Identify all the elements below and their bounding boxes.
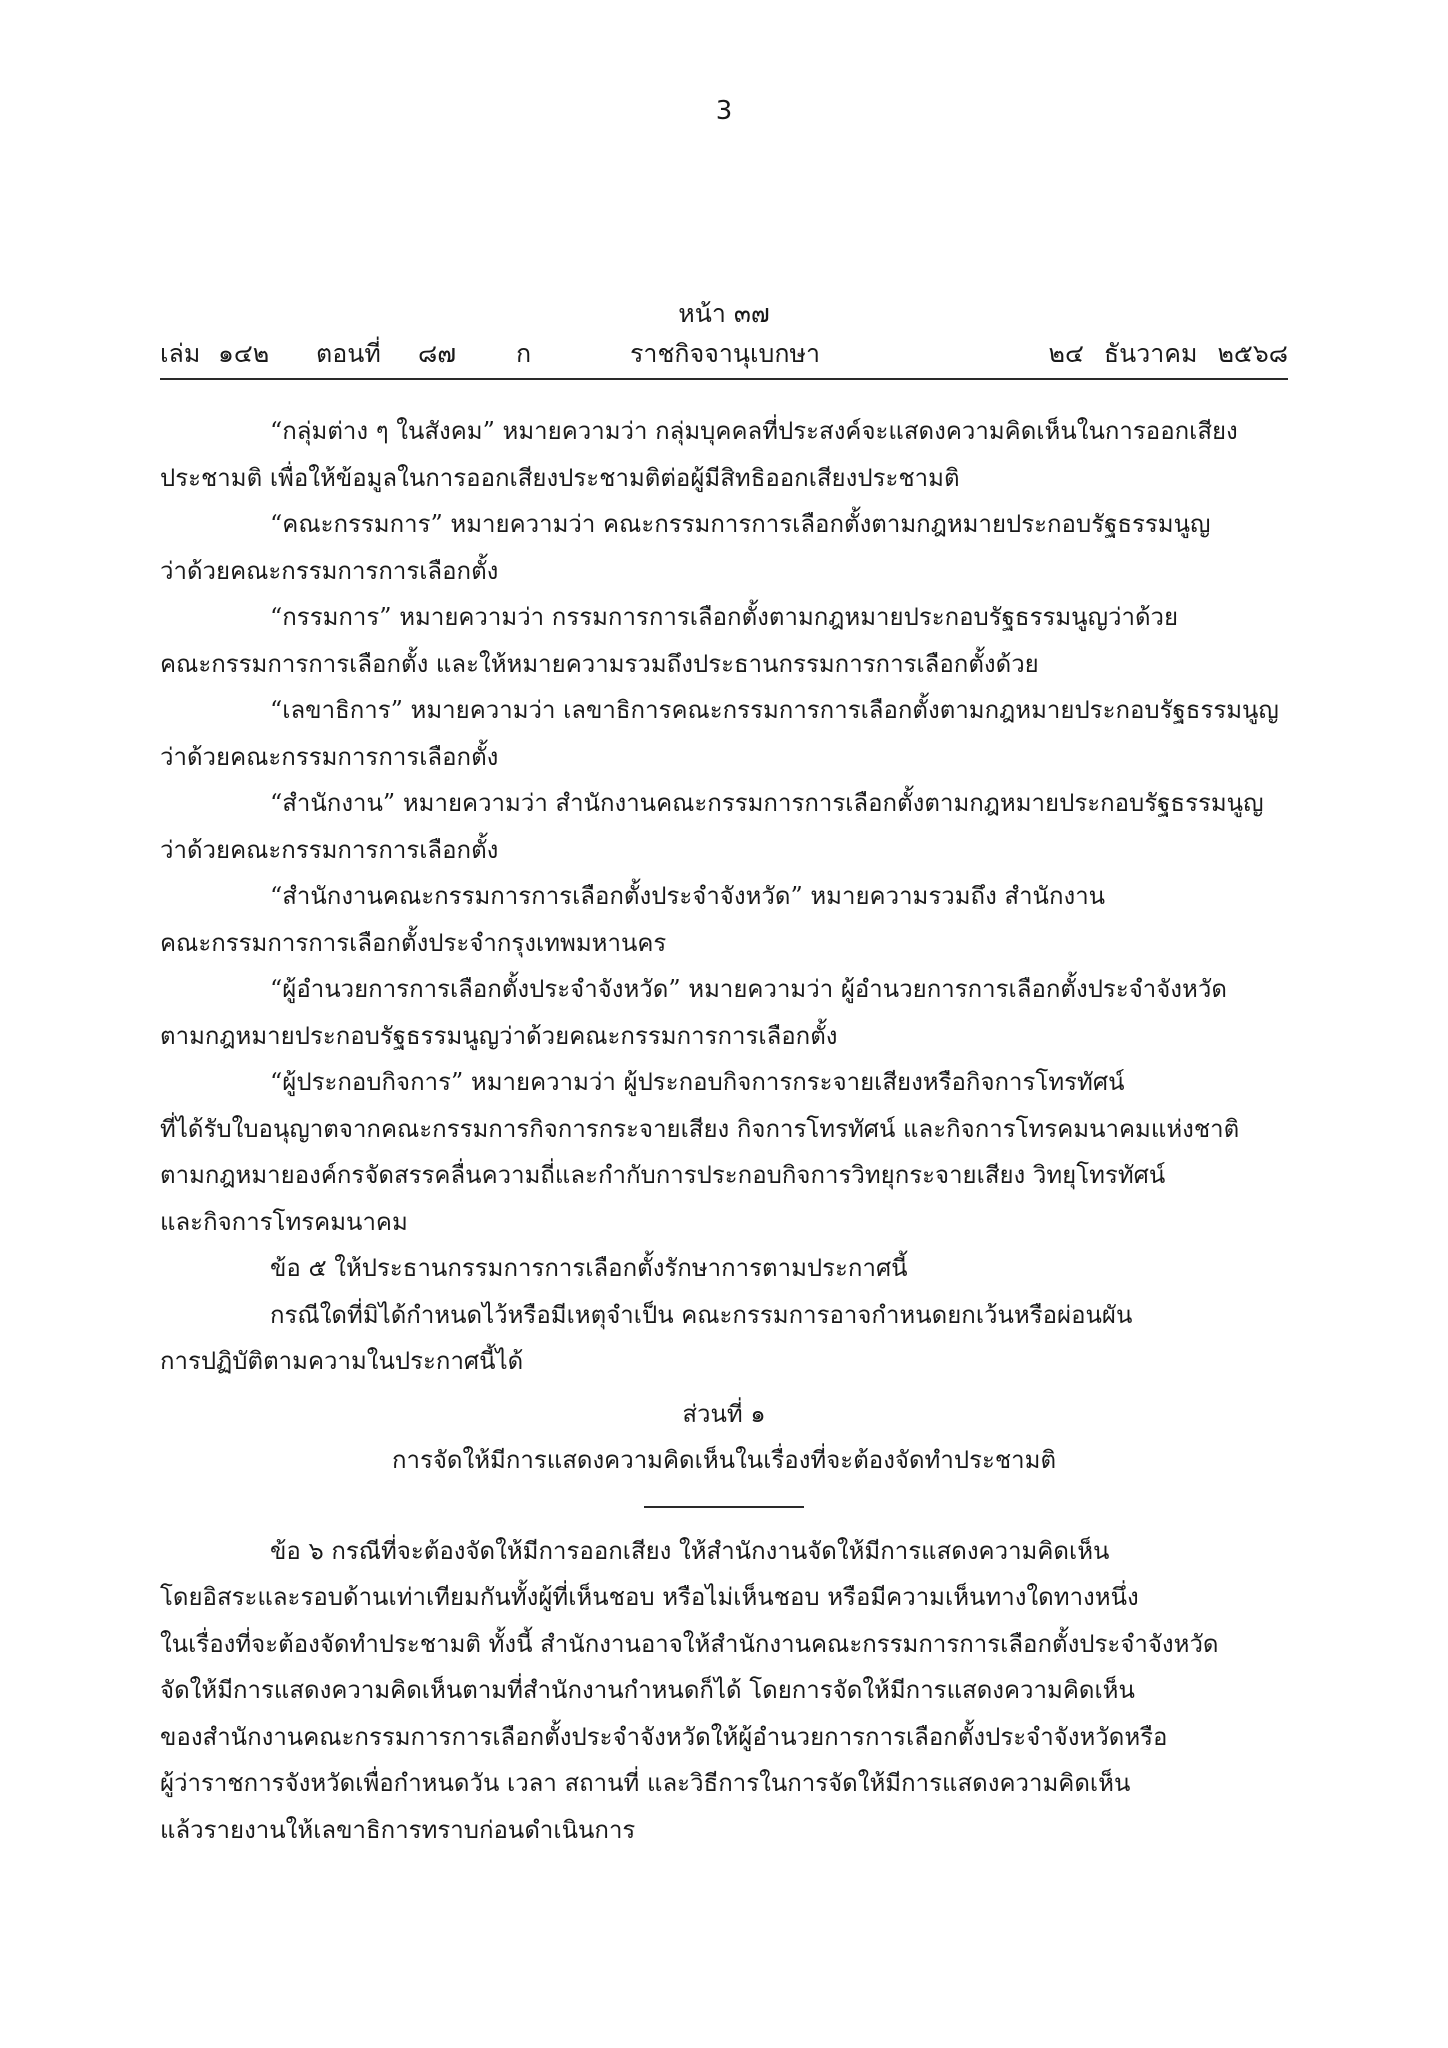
definition-continuation: ประชามติ เพื่อให้ข้อมูลในการออกเสียงประชามติต่อผู้มีสิทธิออกเสียงประชามติ [160,463,960,492]
definition-first-line: “ผู้อำนวยการการเลือกตั้งประจำจังหวัด” หมายความว่า ผู้อำนวยการการเลือกตั้งประจำจังหวัด [270,975,1227,1003]
definition-paragraph [160,687,1288,780]
page-number: 3 [715,96,733,126]
clause-6-line: ผู้ว่าราชการจังหวัดเพื่อกำหนดวัน เวลา สถานที่ และวิธีการในการจัดให้มีการแสดงความคิดเห็น [160,1769,1131,1797]
clause-5-exception-continuation: การปฏิบัติตามความในประกาศนี้ได้ [160,1347,524,1375]
clause-6-line: แล้วรายงานให้เลขาธิการทราบก่อนดำเนินการ [160,1815,636,1844]
document-body [160,408,1288,1853]
definition-first-line: “สำนักงานคณะกรรมการการเลือกตั้งประจำจังหวัด” หมายความรวมถึง สำนักงาน [270,882,1106,910]
header-rule [160,378,1288,380]
clause-6-first-line: ข้อ ๖ กรณีที่จะต้องจัดให้มีการออกเสียง ให้สำนักงานจัดให้มีการแสดงความคิดเห็น [270,1536,1110,1565]
gazette-header-row [160,334,1288,374]
clause-6-line: ของสำนักงานคณะกรรมการการเลือกตั้งประจำจังหวัดให้ผู้อำนวยการการเลือกตั้งประจำจังหวัดหรือ [160,1722,1168,1751]
definition-continuation: คณะกรรมการการเลือกตั้ง และให้หมายความรวมถึงประธานกรรมการการเลือกตั้งด้วย [160,649,1039,678]
volume-label: เล่ม [160,339,201,368]
definition-paragraph [160,873,1288,966]
clause-6-line: จัดให้มีการแสดงความคิดเห็นตามที่สำนักงานกำหนดก็ได้ โดยการจัดให้มีการแสดงความคิดเห็น [160,1676,1135,1704]
gazette-date: ๒๔ ธันวาคม ๒๕๖๘ [1048,339,1288,368]
gazette-title: ราชกิจจานุเบกษา [630,339,821,368]
definition-continuation: ว่าด้วยคณะกรรมการการเลือกตั้ง [160,556,499,585]
part-1-title: การจัดให้มีการแสดงความคิดเห็นในเรื่องที่จะต้องจัดทำประชามติ [391,1446,1057,1474]
definition-continuation: ว่าด้วยคณะกรรมการการเลือกตั้ง [160,742,499,771]
section-letter: ก [516,339,532,368]
definition-first-line: “กรรมการ” หมายความว่า กรรมการการเลือกตั้งตามกฎหมายประกอบรัฐธรรมนูญว่าด้วย [270,603,1179,631]
clause-5-exception-paragraph [160,1292,1288,1385]
clause-6-line: ในเรื่องที่จะต้องจัดทำประชามติ ทั้งนี้ สำนักงานอาจให้สำนักงานคณะกรรมการการเลือกตั้งประจำจังหวัด [160,1629,1219,1658]
clause-5-exception-first-line: กรณีใดที่มิได้กำหนดไว้หรือมีเหตุจำเป็น คณะกรรมการอาจกำหนดยกเว้นหรือผ่อนผัน [270,1300,1133,1329]
definition-first-line: “เลขาธิการ” หมายความว่า เลขาธิการคณะกรรมการการเลือกตั้งตามกฎหมายประกอบรัฐธรรมนูญ [270,696,1279,724]
definition-paragraph [160,501,1288,594]
clause-5-text: ข้อ ๕ ให้ประธานกรรมการการเลือกตั้งรักษาการตามประกาศนี้ [270,1254,908,1282]
definition-continuation: ตามกฎหมายประกอบรัฐธรรมนูญว่าด้วยคณะกรรมการการเลือกตั้ง [160,1021,838,1050]
definition-continuation: คณะกรรมการการเลือกตั้งประจำกรุงเทพมหานคร [160,928,667,957]
definition-paragraph [160,966,1288,1059]
part-1-label: ส่วนที่ ๑ [682,1399,766,1428]
definition-paragraph [160,594,1288,687]
operator-definition-paragraph [160,1059,1288,1245]
clause-6-paragraph [160,1528,1288,1854]
issue-label: ตอนที่ [316,339,381,368]
operator-definition-line: และกิจการโทรคมนาคม [160,1207,408,1236]
issue-number: ๘๗ [418,339,457,368]
definition-paragraph [160,408,1288,501]
operator-definition-line: ตามกฎหมายองค์กรจัดสรรคลื่นความถี่และกำกับการประกอบกิจการวิทยุกระจายเสียง วิทยุโทรทัศน์ [160,1161,1166,1189]
definition-first-line: “สำนักงาน” หมายความว่า สำนักงานคณะกรรมการการเลือกตั้งตามกฎหมายประกอบรัฐธรรมนูญ [270,789,1264,817]
operator-definition-line: ที่ได้รับใบอนุญาตจากคณะกรรมการกิจการกระจายเสียง กิจการโทรทัศน์ และกิจการโทรคมนาคมแห่งชาติ [160,1114,1240,1143]
gazette-page-label: หน้า ๓๗ [678,299,770,328]
definition-paragraph [160,780,1288,873]
definition-continuation: ว่าด้วยคณะกรรมการการเลือกตั้ง [160,835,499,864]
operator-definition-first-line: “ผู้ประกอบกิจการ” หมายความว่า ผู้ประกอบกิจการกระจายเสียงหรือกิจการโทรทัศน์ [270,1068,1125,1096]
definition-first-line: “คณะกรรมการ” หมายความว่า คณะกรรมการการเลือกตั้งตามกฎหมายประกอบรัฐธรรมนูญ [270,510,1211,538]
section-divider [644,1506,804,1508]
definition-first-line: “กลุ่มต่าง ๆ ในสังคม” หมายความว่า กลุ่มบุคคลที่ประสงค์จะแสดงความคิดเห็นในการออกเสียง [270,417,1238,445]
gazette-header [160,296,1288,380]
volume-number: ๑๔๒ [218,339,270,368]
clause-5-paragraph [160,1245,1288,1292]
clause-6-line: โดยอิสระและรอบด้านเท่าเทียมกันทั้งผู้ที่เห็นชอบ หรือไม่เห็นชอบ หรือมีความเห็นทางใดทางหนึ่ง [160,1583,1139,1611]
